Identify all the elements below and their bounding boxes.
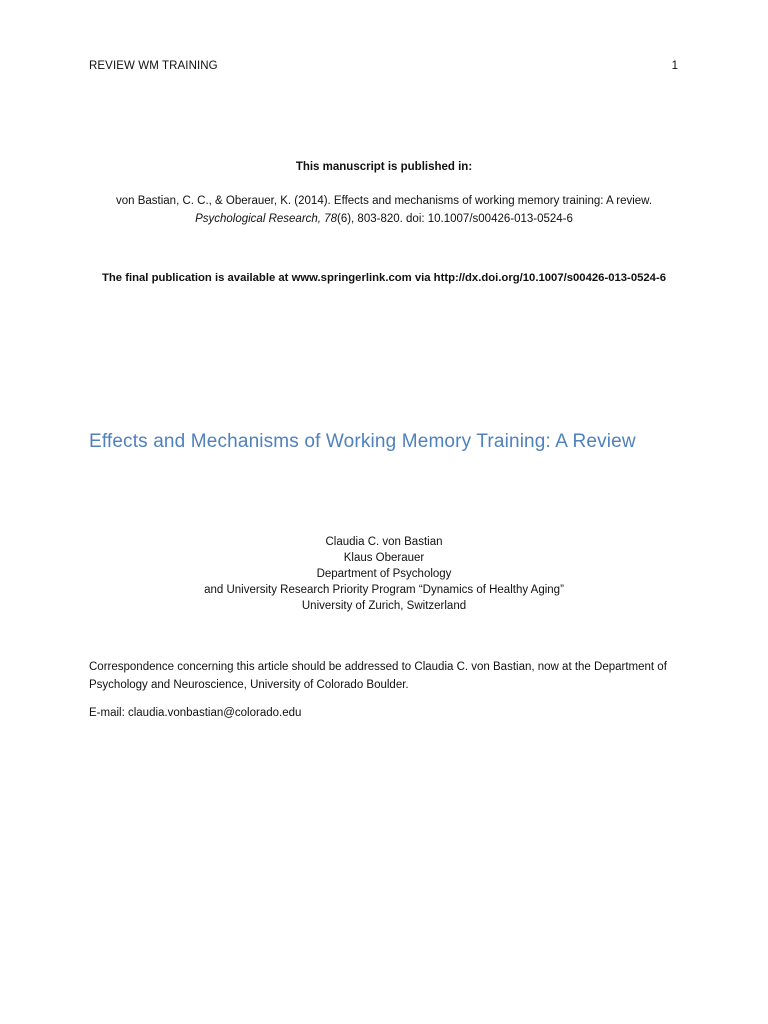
paper-title: Effects and Mechanisms of Working Memory Training: A Review [89, 431, 636, 452]
affiliation-program: and University Research Priority Program “Dynamics of Healthy Aging” [204, 584, 564, 596]
availability-note: The final publication is available at www.springerlink.com via http://dx.doi.org/10.1007/s00426-013-0524-6 [102, 272, 666, 284]
page-number: 1 [671, 60, 678, 72]
running-head: REVIEW WM TRAINING [89, 60, 218, 72]
citation-line-2 [60, 210, 708, 228]
affiliation-university: University of Zurich, Switzerland [301, 600, 467, 612]
journal-name: Psychological Research, 78 [195, 213, 337, 225]
affiliation-department: Department of Psychology [316, 568, 452, 580]
citation [60, 192, 708, 228]
contact-email: E-mail: claudia.vonbastian@colorado.edu [89, 707, 302, 719]
author-name-2: Klaus Oberauer [343, 552, 425, 564]
published-label: This manuscript is published in: [295, 161, 473, 173]
author-name-1: Claudia C. von Bastian [325, 536, 443, 548]
correspondence-note: Correspondence concerning this article should be addressed to Claudia C. von Bastian, now at the Department of Psychology and Neuroscience, University of Colorado Boulder. [89, 661, 667, 691]
citation-line-1: von Bastian, C. C., & Oberauer, K. (2014). Effects and mechanisms of working memory training: A review. [115, 195, 653, 207]
author-block [60, 534, 708, 614]
citation-details: (6), 803-820. doi: 10.1007/s00426-013-0524-6 [336, 213, 573, 225]
